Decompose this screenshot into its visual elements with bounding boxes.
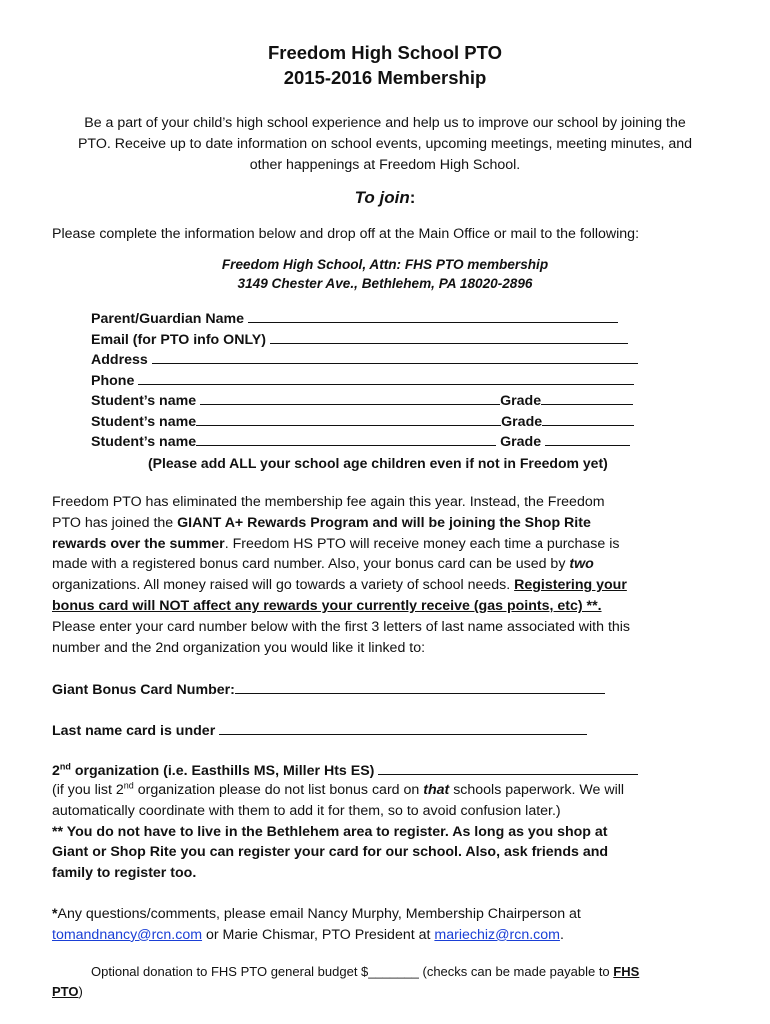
form-title: Freedom High School PTO (267, 42, 502, 63)
student-name-blank[interactable] (196, 431, 496, 446)
giant-card-blank[interactable] (235, 679, 605, 694)
last-name-label: Last name card is under (52, 723, 220, 739)
donation-text: ) (78, 984, 83, 999)
student-name-blank[interactable] (200, 390, 500, 405)
student-name-blank[interactable] (196, 411, 501, 426)
register-anywhere-line: ** You do not have to live in the Bethlehem area to register. As long as you shop at (52, 823, 608, 840)
org-note-line (52, 780, 732, 801)
intro-line: Be a part of your child’s high school experience and help us to improve our school by joining the (84, 115, 686, 131)
address-label: Address (91, 352, 148, 368)
register-anywhere-line: family to register too. (52, 865, 197, 882)
last-name-field[interactable] (52, 720, 587, 741)
second-org-blank[interactable] (378, 760, 638, 775)
phone-label: Phone (91, 373, 135, 389)
rewards-line: number and the 2nd organization you would like it linked to: (52, 639, 426, 656)
student-name-field[interactable] (91, 431, 630, 452)
intro-line: other happenings at Freedom High School. (249, 157, 521, 173)
student-name-field[interactable] (91, 411, 634, 432)
rewards-line (52, 554, 692, 575)
address-blank[interactable] (152, 349, 638, 364)
rewards-line: Freedom PTO has eliminated the membership fee again this year. Instead, the Freedom (52, 494, 605, 510)
to-join-heading (0, 188, 770, 208)
org-note-text: organization please do not list bonus card on (133, 782, 424, 798)
grade-blank[interactable] (545, 431, 630, 446)
contact-line (52, 904, 692, 925)
children-note: (Please add ALL your school age children even if not in Freedom yet) (148, 455, 608, 471)
org-note-sup: nd (123, 780, 134, 791)
two-emphasis: two (569, 556, 594, 573)
student-name-label: Student’s name (91, 414, 197, 430)
shoprite-text: rewards over the summer (52, 535, 225, 552)
org-note-paragraph (52, 780, 732, 884)
contact-text: Any questions/comments, please email Nancy Murphy, Membership Chairperson at (57, 906, 581, 922)
mailing-address-line: 3149 Chester Ave., Bethlehem, PA 18020-2896 (237, 276, 533, 291)
intro-paragraph (40, 113, 730, 176)
registering-notice: bonus card will NOT affect any rewards your currently receive (gas points, etc) **. (52, 597, 602, 614)
org-note-text: (if you list 2 (52, 782, 124, 798)
contact-text: . (559, 926, 564, 943)
donation-payee: PTO (52, 984, 79, 999)
rewards-text: . Freedom HS PTO will receive money each time a purchase is (224, 535, 620, 552)
org-note-text: schools paperwork. We will (449, 782, 625, 798)
student-name-label: Student’s name (91, 434, 197, 450)
giant-card-field[interactable] (52, 679, 605, 700)
phone-field[interactable] (91, 370, 634, 391)
instructions-text: Please complete the information below and drop off at the Main Office or mail to the following: (52, 226, 640, 242)
last-name-blank[interactable] (219, 720, 587, 735)
address-field[interactable] (91, 349, 638, 370)
rewards-text: organizations. All money raised will go towards a variety of school needs. (52, 577, 515, 594)
email-link-marie[interactable]: mariechiz@rcn.com (434, 926, 560, 943)
second-org-sup: nd (59, 761, 71, 772)
second-org-label: 2 (52, 763, 60, 779)
phone-blank[interactable] (138, 370, 634, 385)
to-join-label: To join (354, 188, 410, 207)
contact-asterisk: * (52, 906, 58, 922)
registering-notice: Registering your (514, 577, 627, 594)
rewards-line (52, 534, 692, 555)
giant-program-text: GIANT A+ Rewards Program and will be joining the Shop Rite (177, 514, 591, 531)
email-blank[interactable] (270, 329, 628, 344)
to-join-colon: : (409, 188, 416, 207)
grade-label: Grade (501, 414, 543, 430)
org-note-line: automatically coordinate with them to add it for them, so to avoid confusion later.) (52, 802, 561, 819)
parent-name-label: Parent/Guardian Name (91, 311, 244, 327)
rewards-text: PTO has joined the (52, 514, 178, 531)
student-name-field[interactable] (91, 390, 633, 411)
donation-line (91, 962, 639, 982)
register-anywhere-line: Giant or Shop Rite you can register your card for our school. Also, ask friends and (52, 844, 609, 861)
donation-payee: FHS (613, 964, 640, 979)
rewards-line: Please enter your card number below with the first 3 letters of last name associated with this (52, 618, 631, 635)
mailing-address-line: Freedom High School, Attn: FHS PTO membership (221, 257, 549, 272)
donation-text: Optional donation to FHS PTO general budget $_______ (checks can be made payable to (91, 964, 614, 979)
second-org-field[interactable] (52, 760, 638, 781)
parent-name-field[interactable] (91, 308, 618, 329)
rewards-paragraph (52, 492, 692, 658)
student-name-label: Student’s name (91, 393, 197, 409)
second-org-label: organization (i.e. Easthills MS, Miller Hts ES) (70, 763, 379, 779)
contact-line (52, 925, 692, 946)
donation-line (52, 982, 83, 1002)
grade-blank[interactable] (541, 390, 633, 405)
email-field[interactable] (91, 329, 628, 350)
grade-label: Grade (500, 393, 542, 409)
intro-line: PTO. Receive up to date information on school events, upcoming meetings, meeting minutes, and (77, 136, 693, 152)
rewards-line (52, 575, 692, 596)
rewards-line (52, 513, 692, 534)
that-emphasis: that (423, 782, 450, 798)
contact-paragraph (52, 904, 692, 946)
rewards-text: made with a registered bonus card number. Also, your bonus card can be used by (52, 556, 570, 573)
grade-label: Grade (500, 434, 542, 450)
grade-blank[interactable] (542, 411, 634, 426)
contact-text: or Marie Chismar, PTO President at (202, 926, 435, 943)
email-link-nancy[interactable]: tomandnancy@rcn.com (52, 926, 203, 943)
parent-name-blank[interactable] (248, 308, 618, 323)
email-label: Email (for PTO info ONLY) (91, 332, 266, 348)
giant-card-label: Giant Bonus Card Number: (52, 682, 235, 698)
form-subtitle: 2015-2016 Membership (283, 67, 487, 88)
